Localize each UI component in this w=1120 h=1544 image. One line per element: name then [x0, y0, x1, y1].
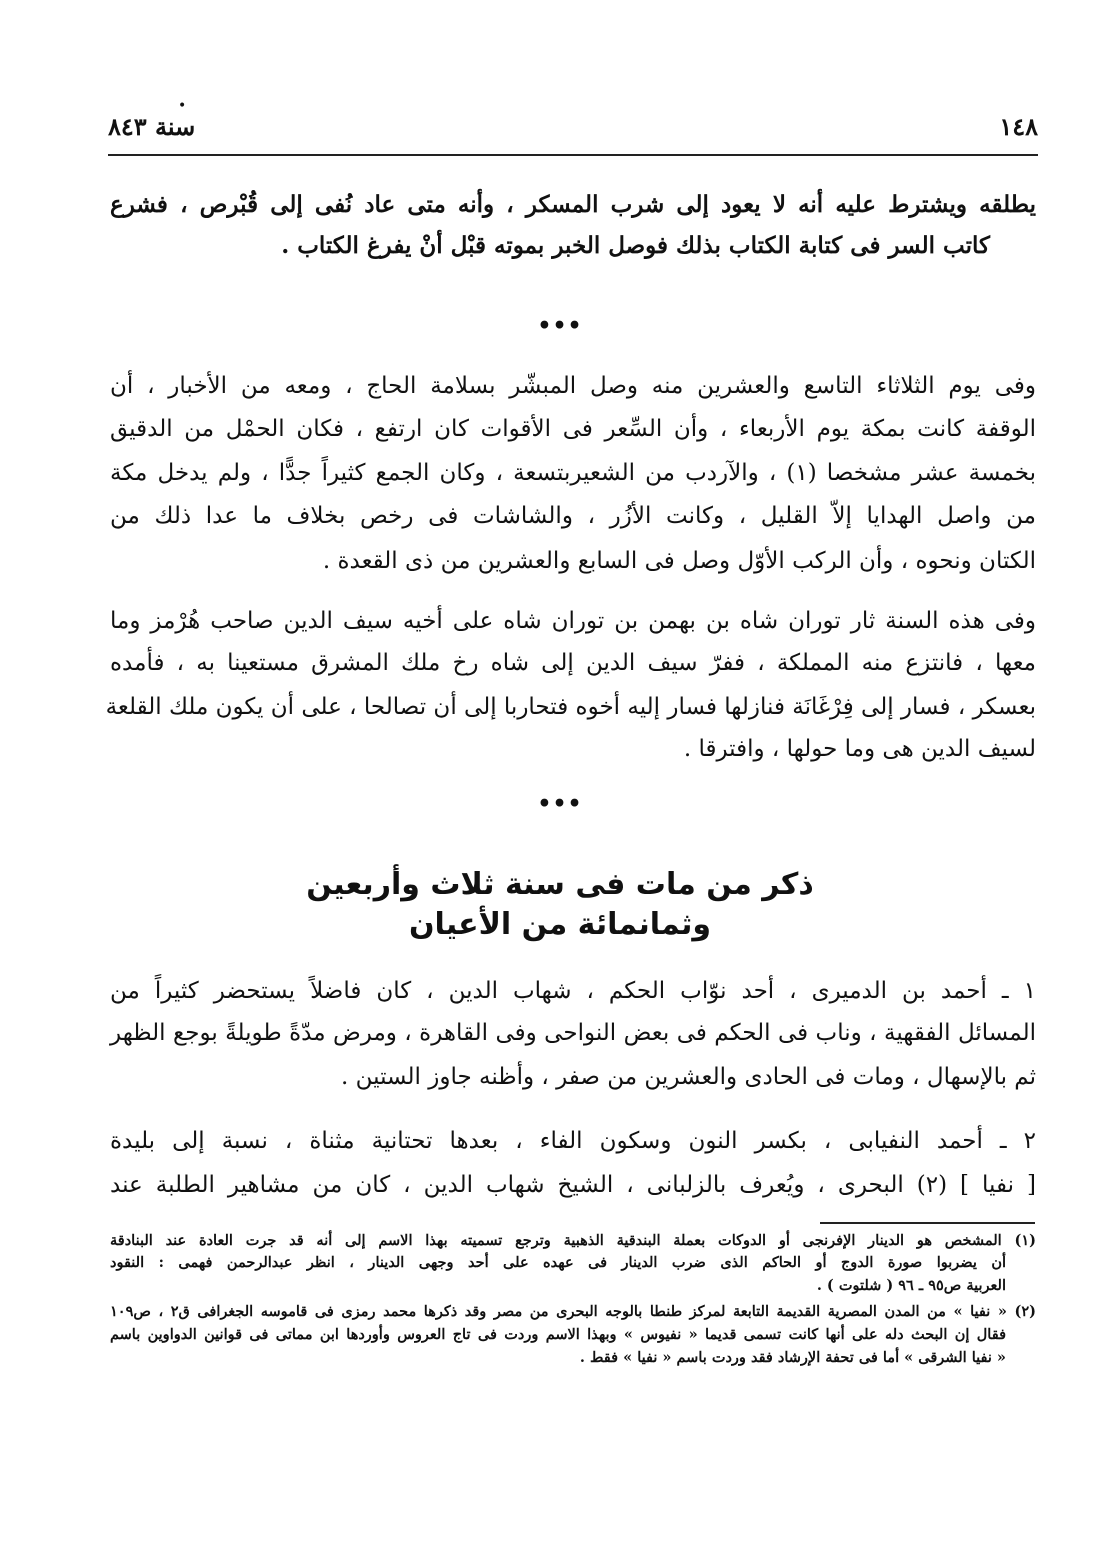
footnote1-line: أن يضربوا صورة الدوج أو الحاكم الذى ضرب الدينار فى عهده على أحد وجهى الدينار ، انظر عبدالرحمن فهمى : النقود: [110, 1254, 1006, 1271]
footnote-rule: [820, 1222, 1035, 1224]
footnote2-line: فقال إن البحث دله على أنها كانت تسمى قديما « نفيوس » وبهذا الاسم وردت فى تاج العروس وأوردها ابن مماتى فى قوانين الدواوين باسم: [110, 1326, 1006, 1343]
paragraph3-line: لسيف الدين هى وما حولها ، وافترقا .: [683, 736, 1036, 762]
entry2-line: ٢ ـ أحمد النفيابى ، بكسر النون وسكون الفاء ، بعدها تحتانية مثناة ، نسبة إلى بليدة: [110, 1128, 1036, 1154]
section-heading-line: ذكر من مات فى سنة ثلاث وأربعين: [306, 867, 814, 902]
header-rule: [108, 154, 1038, 156]
paragraph2-line: وفى يوم الثلاثاء التاسع والعشرين منه وصل المبشّر بسلامة الحاج ، ومعه من الأخبار ، أن: [110, 373, 1036, 399]
section-separator: •••: [537, 791, 583, 817]
entry1-line: المسائل الفقهية ، وناب فى الحكم فى بعض النواحى وفى القاهرة ، ومرض مدّةً طويلةً بوجع الظهر: [110, 1020, 1036, 1046]
paragraph3-line: بعسكر ، فسار إلى فِرْغَانَة فنازلها فسار إليه أخوه فتحاربا إلى أن تصالحا ، على أن يكون ملك القلعة: [105, 694, 1036, 720]
paragraph1-line: يطلقه ويشترط عليه أنه لا يعود إلى شرب المسكر ، وأنه متى عاد نُفى إلى قُبْرص ، فشرع: [110, 191, 1036, 218]
year-label: سنة ٨٤٣: [108, 112, 196, 141]
entry1-line: ١ ـ أحمد بن الدميرى ، أحد نوّاب الحكم ، شهاب الدين ، كان فاضلاً يستحضر كثيراً من: [110, 978, 1036, 1004]
entry2-line: [ نفيا ] (٢) البحرى ، ويُعرف بالزلبانى ، الشيخ شهاب الدين ، كان من مشاهير الطلبة عند: [110, 1172, 1036, 1198]
footnote2-line: « نفيا الشرقى » أما فى تحفة الإرشاد فقد وردت باسم « نفيا » فقط .: [579, 1349, 1006, 1366]
running-header: [108, 98, 1038, 150]
paragraph2-line: الوقفة كانت بمكة يوم الأربعاء ، وأن السِّعر فى الأقوات كان ارتفع ، فكان الحمْل من الدقيق: [110, 416, 1036, 442]
footnote1-line: العربية ص٩٥ ـ ٩٦ ( شلتوت ) .: [816, 1277, 1006, 1294]
entry1-line: ثم بالإسهال ، ومات فى الحادى والعشرين من صفر ، وأظنه جاوز الستين .: [341, 1064, 1036, 1090]
section-separator: •••: [537, 313, 583, 339]
paragraph2-line: الكتان ونحوه ، وأن الركب الأوّل وصل فى السابع والعشرين من ذى القعدة .: [322, 548, 1036, 574]
section-heading-line: وثمانمائة من الأعيان: [408, 907, 712, 942]
paragraph1-line: كاتب السر فى كتابة الكتاب بذلك فوصل الخبر بموته قبْل أنْ يفرغ الكتاب .: [281, 232, 990, 259]
paragraph3-line: وفى هذه السنة ثار توران شاه بن بهمن بن توران شاه على أخيه سيف الدين صاحب هُرْمز وما: [110, 608, 1036, 634]
footnote2-line: (٢) « نفيا » من المدن المصرية القديمة التابعة لمركز طنطا بالوجه البحرى من مصر وقد ذكرها محمد رمزى فى قاموسه الجغرافى ق٢ ، ص١٠٩: [110, 1303, 1036, 1320]
paragraph2-line: بخمسة عشر مشخصا (١) ، والآردب من الشعيربتسعة ، وكان الجمع كثيراً جدًّا ، ولم يدخل مكة: [110, 460, 1037, 486]
paragraph2-line: من واصل الهدايا إلاّ القليل ، وكانت الأزُر ، والشاشات فى رخص بخلاف ما عدا ذلك من: [110, 503, 1036, 529]
footnote1-line: (١) المشخص هو الدينار الإفرنجى أو الدوكات بعملة البندقية الذهبية وترجع تسميته بهذا الاسم إلى أنه قد جرت العادة عند البنادقة: [110, 1232, 1036, 1249]
page-number: ١٤٨: [999, 112, 1038, 141]
paragraph3-line: معها ، فانتزع منه المملكة ، ففرّ سيف الدين إلى شاه رخ ملك المشرق مستعينا به ، فأمده: [110, 650, 1036, 676]
ink-dot: •: [178, 98, 187, 114]
